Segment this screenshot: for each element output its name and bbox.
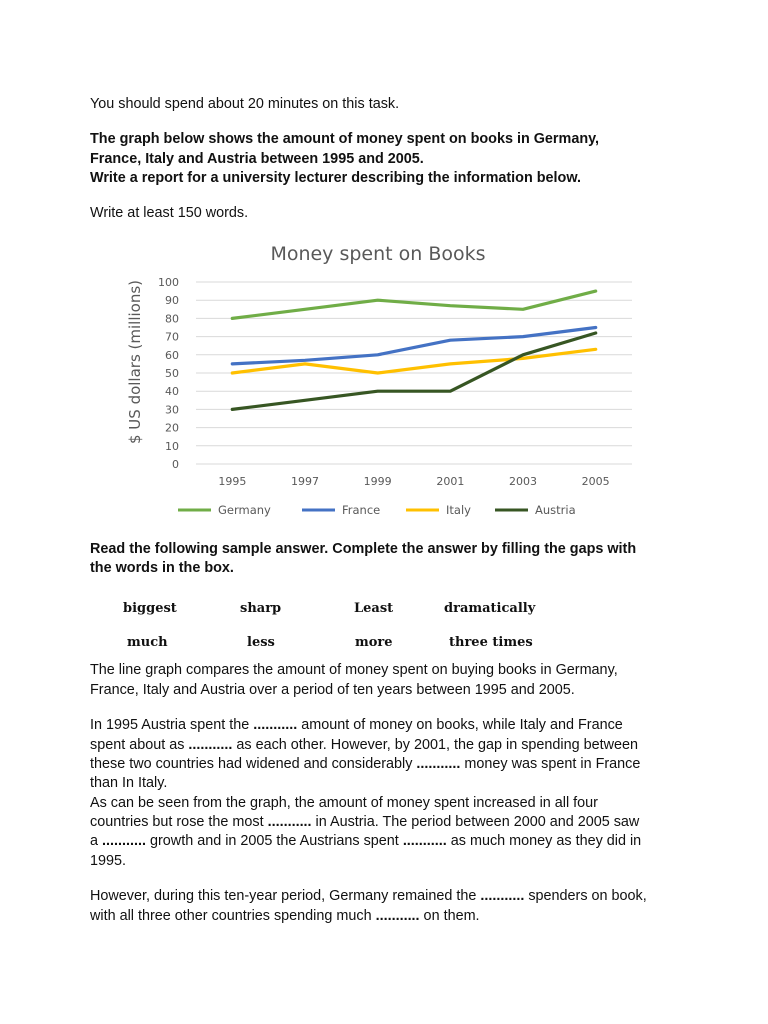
exercise-instruction-line2: the words in the box. (90, 560, 234, 576)
y-tick-label: 50 (165, 367, 179, 380)
answer-p2-line5: As can be seen from the graph, the amount of money spent increased in all four (90, 795, 598, 811)
answer-p2-line3: these two countries had widened and considerably ........... money was spent in France (90, 756, 641, 772)
y-tick-label: 30 (165, 403, 179, 417)
y-tick-label: 40 (165, 385, 179, 399)
answer-p2-line4: than In Italy. (90, 775, 168, 791)
gap-blank[interactable]: ........... (188, 737, 233, 753)
gap-blank[interactable]: ........... (416, 756, 461, 772)
y-tick-label: 10 (165, 439, 179, 453)
legend-label: France (342, 503, 381, 517)
legend-label: Germany (218, 503, 271, 517)
answer-p3-line2: with all three other countries spending much ........... on them. (90, 908, 480, 924)
gap-blank[interactable]: ........... (102, 833, 146, 849)
answer-p1-line2: France, Italy and Austria over a period of ten years between 1995 and 2005. (90, 682, 575, 698)
y-tick-label: 100 (158, 276, 179, 289)
word-option: Least (354, 601, 394, 616)
word-option: much (127, 635, 168, 650)
y-tick-label: 90 (165, 294, 179, 308)
exercise-instruction-line1: Read the following sample answer. Complete the answer by filling the gaps with (90, 541, 637, 557)
task-description-line3: Write a report for a university lecturer describing the information below. (90, 170, 581, 186)
legend (178, 503, 576, 517)
y-axis-label: $ US dollars (millions) (126, 279, 144, 445)
answer-p2-line1: In 1995 Austria spent the ........... amount of money on books, while Italy and France (90, 717, 623, 733)
word-option: dramatically (444, 601, 536, 616)
series-line-austria (232, 333, 595, 409)
word-option: sharp (240, 601, 282, 616)
word-count-instruction: Write at least 150 words. (90, 205, 249, 221)
x-tick-label: 1995 (218, 475, 247, 488)
gap-blank[interactable]: ........... (402, 833, 447, 849)
y-tick-label: 20 (165, 421, 179, 435)
gap-blank[interactable]: ........... (253, 717, 298, 733)
series-line-germany (232, 291, 595, 318)
answer-p2-line7: a ........... growth and in 2005 the Austrians spent ........... as much money as they did in (90, 833, 642, 849)
legend-item-austria (495, 503, 576, 517)
series-line-france (232, 328, 595, 364)
legend-item-italy (406, 503, 471, 517)
answer-p2-line2: spent about as ........... as each other. However, by 2001, the gap in spending between (90, 737, 639, 753)
x-tick-label: 2001 (436, 475, 465, 488)
chart-title: Money spent on Books (270, 243, 486, 265)
answer-p1-line1: The line graph compares the amount of money spent on buying books in Germany, (90, 662, 618, 678)
time-instruction: You should spend about 20 minutes on this task. (90, 96, 400, 112)
line-chart (110, 232, 650, 527)
task-description-line1: The graph below shows the amount of money spent on books in Germany, (90, 131, 600, 147)
gap-blank[interactable]: ........... (480, 888, 525, 904)
x-tick-label: 1999 (363, 475, 392, 488)
legend-label: Italy (446, 503, 471, 517)
x-tick-label: 1997 (291, 475, 319, 488)
word-box (90, 598, 650, 658)
legend-label: Austria (535, 503, 576, 517)
task-description-line2: France, Italy and Austria between 1995 and 2005. (90, 151, 424, 167)
y-tick-label: 60 (165, 348, 179, 362)
x-tick-label: 2005 (581, 475, 610, 488)
gap-blank[interactable]: ........... (375, 908, 420, 924)
gap-blank[interactable]: ........... (267, 814, 312, 830)
y-tick-label: 0 (172, 458, 179, 471)
word-option: three times (449, 635, 533, 650)
legend-item-germany (178, 503, 271, 517)
word-option: more (355, 635, 393, 650)
x-tick-labels (218, 475, 609, 488)
word-option: less (247, 635, 275, 650)
legend-item-france (302, 503, 380, 517)
x-tick-label: 2003 (509, 475, 537, 488)
gridlines (196, 282, 632, 464)
y-tick-label: 80 (165, 312, 179, 326)
answer-p3-line1: However, during this ten-year period, Germany remained the ........... spenders on book, (90, 888, 647, 904)
answer-p2-line6: countries but rose the most ........... in Austria. The period between 2000 and 2005 saw (90, 814, 640, 830)
y-tick-labels (158, 276, 179, 471)
answer-p2-line8: 1995. (90, 853, 127, 869)
y-tick-label: 70 (165, 330, 179, 344)
word-option: biggest (123, 601, 177, 616)
